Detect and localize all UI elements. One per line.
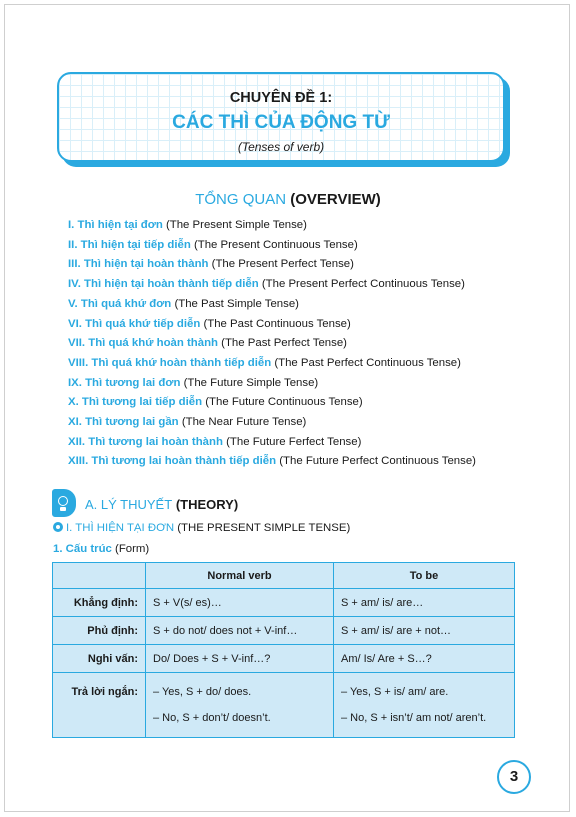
tense-vi: XI. Thì tương lai gần [68,416,179,429]
tense-en: (The Present Perfect Tense) [211,258,354,271]
tense-list-item [68,374,476,394]
table-header-cell [53,563,146,589]
tense-list-item [68,413,476,433]
lightbulb-base [60,507,66,511]
row-label: Khẳng định: [53,589,146,617]
row-label: Phủ định: [53,617,146,645]
tense-vi: IX. Thì tương lai đơn [68,376,181,389]
short-answer-yes: – Yes, S + is/ am/ are. [341,686,449,698]
subsection-title-vi: 1. Cấu trúc [53,543,112,555]
short-answer-no: – No, S + isn’t/ am not/ aren’t. [341,712,487,724]
table-header-cell: Normal verb [146,563,334,589]
topic-title-box [57,72,505,162]
topic-subtitle: (Tenses of verb) [237,140,325,154]
tense-en: (The Past Perfect Continuous Tense) [274,356,461,369]
tense-vi: VIII. Thì quá khứ hoàn thành tiếp diễn [68,356,272,369]
tense-en: (The Future Continuous Tense) [205,396,363,409]
tense-en: (The Past Perfect Tense) [221,337,347,350]
short-answer-no: – No, S + don’t/ doesn’t. [153,712,271,724]
tense-list-item [68,452,476,472]
tense-en: (The Present Perfect Continuous Tense) [261,278,465,291]
theory-heading [85,497,238,512]
subsection-title-en: (Form) [115,543,150,555]
to-be-cell: Am/ Is/ Are + S…? [334,645,515,673]
tense-en: (The Near Future Tense) [181,416,307,429]
tense-en: (The Past Continuous Tense) [203,317,351,330]
gear-icon [53,522,63,532]
tense-vi: II. Thì hiện tại tiếp diễn [68,238,191,251]
tense-list-item [68,315,476,335]
form-table [52,562,515,738]
tense-en: (The Past Simple Tense) [174,297,299,310]
lightbulb-glass [58,496,68,506]
row-label [53,673,146,738]
tense-list-item [68,255,476,275]
tense-en: (The Future Ferfect Tense) [226,435,362,448]
table-row [53,617,515,645]
tense-en: (The Future Perfect Continuous Tense) [279,455,476,468]
overview-heading [0,191,576,208]
tense-vi: XII. Thì tương lai hoàn thành [68,435,223,448]
tense-en: (The Present Simple Tense) [165,219,307,231]
section-heading [53,522,350,534]
row-label-text: Trả lời ngắn: [71,686,138,698]
topic-title: CÁC THÌ CỦA ĐỘNG TỪ [172,112,390,133]
normal-verb-cell: S + do not/ does not + V-inf… [146,617,334,645]
row-label: Nghi vấn: [53,645,146,673]
table-header-row [53,563,515,589]
theory-title-en: (THEORY) [175,497,239,512]
tense-list-item [68,354,476,374]
lightbulb-icon [52,489,76,517]
theory-title-vi: A. LÝ THUYẾT [85,497,173,512]
tense-vi: III. Thì hiện tại hoàn thành [68,258,209,271]
table-row [53,673,515,738]
section-title-en: (THE PRESENT SIMPLE TENSE) [177,522,351,534]
tense-vi: VI. Thì quá khứ tiếp diễn [68,317,201,330]
to-be-cell: S + am/ is/ are + not… [334,617,515,645]
tense-vi: IV. Thì hiện tại hoàn thành tiếp diễn [68,278,259,291]
table-row [53,589,515,617]
section-title-vi: I. THÌ HIỆN TẠI ĐƠN [66,522,175,534]
normal-verb-cell: S + V(s/ es)… [146,589,334,617]
short-answer-yes: – Yes, S + do/ does. [153,686,252,698]
tense-list-item [68,433,476,453]
to-be-cell: S + am/ is/ are… [334,589,515,617]
tense-vi: X. Thì tương lai tiếp diễn [68,396,203,409]
tense-vi: I. Thì hiện tại đơn [68,219,163,231]
tense-en: (The Future Simple Tense) [183,376,319,389]
tense-list-item [68,393,476,413]
normal-verb-cell: Do/ Does + S + V-inf…? [146,645,334,673]
tense-list-item [68,334,476,354]
tense-list-item [68,216,476,236]
tense-vi: VII. Thì quá khứ hoàn thành [68,337,218,350]
to-be-cell [334,673,515,738]
overview-title-vi: TỔNG QUAN [195,191,287,208]
subsection-heading [53,543,149,555]
tense-vi: V. Thì quá khứ đơn [68,297,172,310]
tense-en: (The Present Continuous Tense) [193,238,358,251]
tense-list-item [68,236,476,256]
tense-list-item [68,275,476,295]
topic-label: CHUYÊN ĐỀ 1: [229,90,333,106]
table-row [53,645,515,673]
tense-vi: XIII. Thì tương lai hoàn thành tiếp diễn [68,455,277,468]
tense-list-item [68,295,476,315]
normal-verb-cell [146,673,334,738]
page-number: 3 [497,760,531,794]
tense-list [68,216,476,472]
overview-title-en: (OVERVIEW) [290,191,381,208]
table-header-cell: To be [334,563,515,589]
